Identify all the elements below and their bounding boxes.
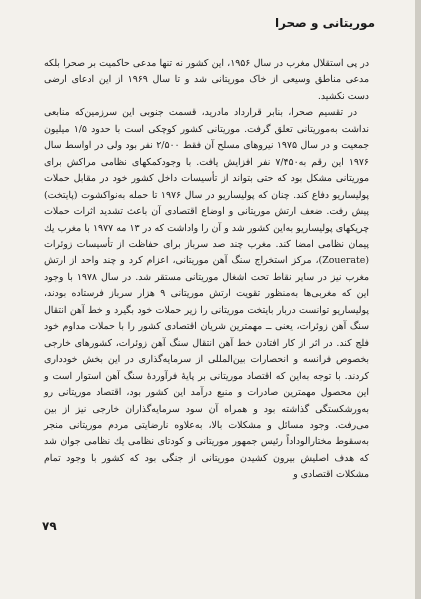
paragraph: در پی استقلال مغرب در سال ۱۹۵۶، این کشور نه تنها مدعی حاکمیت بر صحرا بلکه مدعی مناطق وسیعی از خاک موریتانی شد و تا سال ۱۹۶۹ از این ادعای ارضی دست نکشید.: [44, 58, 369, 102]
paragraph: در تقسیم صحرا، بنابر قرارداد مادرید، قسمت جنوبی این سرزمین‌که منابعی نداشت به‌موریتانی تعلق گرفت. موریتانی کشور کوچکی است با حدود ۱/۵ میلیون جمعیت و در سال ۱۹۷۵ نیروهای مسلح آن فقط ۲/۵۰۰ نفر بود ولی در اواسط سال ۱۹۷۶ این رقم به‌۷/۴۵۰ نفر افزایش یافت. با وجودکمکهای نظامی مراکش برای موریتانی مشکل بود که حتی بتواند از تأسیسات داخل کشور خود در مقابل حملات پولیساریو دفاع کند. چنان که پولیساریو در سال ۱۹۷۶ تا حمله به‌نواکشوت (پایتخت) پیش رفت. ضعف ارتش موریتانی و اوضاع اقتصادی آن باعث تشدید اثرات حملات چریکهای پولیساریو به‌این کشور شد و آن را واداشت که در ۱۳ مه ۱۹۷۷ با مغرب یك پیمان نظامی امضا کند. مغرب چند صد سرباز برای حفاظت از تأسیسات زوئرات (Zouerate)، مرکز استخراج سنگ آهن موریتانی، اعزام کرد و چند واحد از ارتش مغرب نیز در سایر نقاط تحت اشغال موریتانی مستقر شد. در سال ۱۹۷۸ با وجود این که مغربی‌ها به‌منظور تقویت ارتش موریتانی ۹ هزار سرباز فرستاده بودند، پولیساریو توانست دربار بایتخت موریتانی را زیر حملات خود بگیرد و خط آهن انتقال سنگ آهن زوئرات، یعنی ــ مهمترین شریان اقتصادی کشور را با حملات مداوم خود فلج کند. در اثر از کار افتادن خط آهن انتقال سنگ آهن زوئرات، کشورهای خارجی بخصوص فرانسه و انحصارات بین‌المللی از سرمایه‌گذاری در این بخش خودداری کردند. با توجه به‌این که اقتصاد موریتانی بر پایهٔ فرآوردهٔ سنگ آهن استوار است و این محصول مهمترین صادرات و منبع درآمد این کشور بود، اقتصاد موریتانی رو به‌ورشکستگی گذاشته بود و همراه آن سود سرمایه‌گذاران خارجی نیز از بین می‌رفت. وجود مسائل و مشکلات بالا، به‌علاوه نارضایتی مردم موریتانی منجر به‌سقوط مختارالوداداً رئیس جمهور موریتانی و کودتای نظامی یك نظامی جوان شد که هدف اصلیش بیرون کشیدن موریتانی از جنگی بود که کشور با وجود تمام مشکلات اقتصادی و: [44, 107, 369, 481]
running-header: موریتانی و صحرا: [274, 16, 375, 30]
body-text: [44, 56, 369, 484]
page-number: ۷۹: [42, 519, 57, 533]
